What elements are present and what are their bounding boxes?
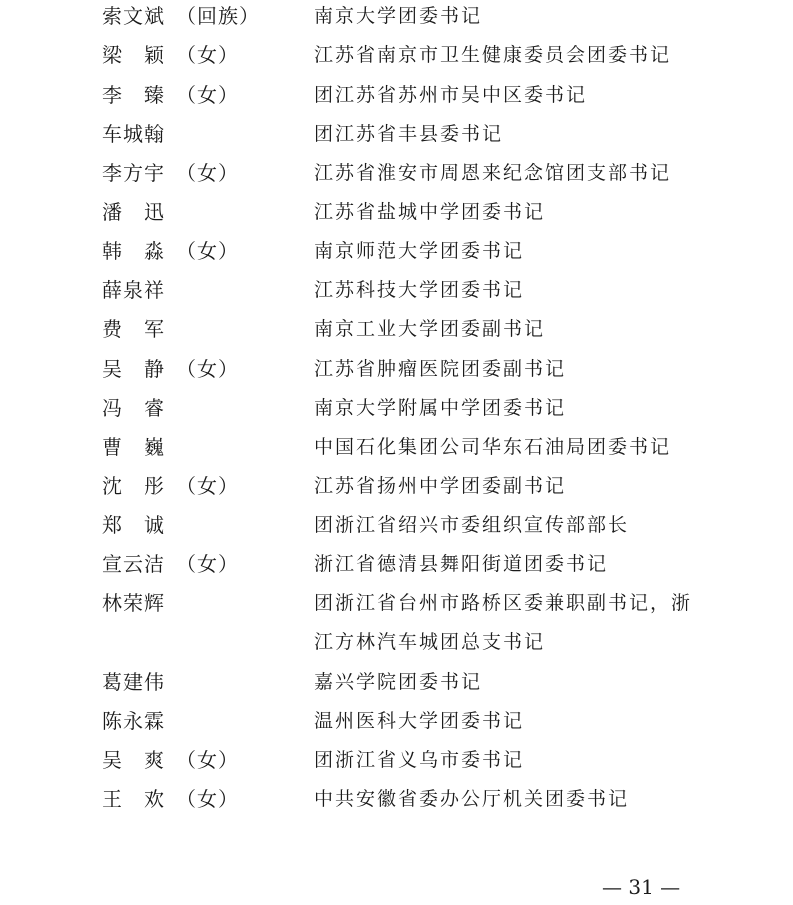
list-item	[0, 432, 793, 462]
person-name: 冯 睿	[102, 396, 165, 420]
list-item	[0, 275, 793, 305]
person-title: 团浙江省台州市路桥区委兼职副书记，浙	[314, 592, 693, 614]
person-name: 费 军	[102, 317, 165, 341]
person-note: （女）	[176, 357, 239, 381]
person-name: 吴 静	[102, 357, 165, 381]
person-name: 陈永霖	[102, 709, 165, 733]
person-title: 温州医科大学团委书记	[314, 710, 525, 732]
person-name: 林荣辉	[102, 591, 165, 615]
person-name: 吴 爽	[102, 748, 165, 772]
person-title: 南京大学团委书记	[314, 5, 483, 27]
list-item	[0, 588, 793, 653]
person-note: （女）	[176, 748, 239, 772]
person-name: 车城翰	[102, 122, 165, 146]
list-item	[0, 471, 793, 501]
person-name: 索文斌	[102, 4, 165, 28]
person-title: 南京大学附属中学团委书记	[314, 397, 567, 419]
person-name: 韩 淼	[102, 239, 165, 263]
person-name: 梁 颖	[102, 43, 165, 67]
person-note: （女）	[176, 161, 239, 185]
person-title: 团江苏省苏州市吴中区委书记	[314, 84, 588, 106]
list-item	[0, 510, 793, 540]
person-note: （女）	[176, 787, 239, 811]
person-title: 团江苏省丰县委书记	[314, 123, 504, 145]
person-name: 郑 诚	[102, 513, 165, 537]
person-title: 嘉兴学院团委书记	[314, 671, 483, 693]
person-note: （回族）	[176, 4, 260, 28]
person-name: 葛建伟	[102, 670, 165, 694]
person-name: 曹 巍	[102, 435, 165, 459]
person-title: 中共安徽省委办公厅机关团委书记	[314, 788, 630, 810]
list-item	[0, 1, 793, 31]
list-item	[0, 158, 793, 188]
list-item	[0, 549, 793, 579]
list-item	[0, 80, 793, 110]
person-note: （女）	[176, 474, 239, 498]
list-item	[0, 197, 793, 227]
person-note: （女）	[176, 43, 239, 67]
list-item	[0, 236, 793, 266]
person-name: 李方宇	[102, 161, 165, 185]
person-title: 团浙江省义乌市委书记	[314, 749, 525, 771]
person-title: 中国石化集团公司华东石油局团委书记	[314, 436, 672, 458]
person-note: （女）	[176, 239, 239, 263]
person-name: 沈 彤	[102, 474, 165, 498]
person-title-continuation: 江方林汽车城团总支书记	[314, 631, 546, 653]
person-title: 团浙江省绍兴市委组织宣传部部长	[314, 514, 630, 536]
person-title: 浙江省德清县舞阳街道团委书记	[314, 553, 609, 575]
list-item	[0, 784, 793, 814]
list-item	[0, 706, 793, 736]
person-title: 江苏省淮安市周恩来纪念馆团支部书记	[314, 162, 672, 184]
person-title: 南京师范大学团委书记	[314, 240, 525, 262]
list-item	[0, 393, 793, 423]
list-item	[0, 667, 793, 697]
person-name: 潘 迅	[102, 200, 165, 224]
person-title: 江苏省南京市卫生健康委员会团委书记	[314, 44, 672, 66]
person-title: 南京工业大学团委副书记	[314, 318, 546, 340]
list-item	[0, 354, 793, 384]
person-title: 江苏科技大学团委书记	[314, 279, 525, 301]
list-item	[0, 40, 793, 70]
person-name: 宣云洁	[102, 552, 165, 576]
list-item	[0, 119, 793, 149]
person-note: （女）	[176, 552, 239, 576]
person-title: 江苏省扬州中学团委副书记	[314, 475, 567, 497]
list-item	[0, 745, 793, 775]
person-name: 王 欢	[102, 787, 165, 811]
person-title: 江苏省盐城中学团委书记	[314, 201, 546, 223]
person-title: 江苏省肿瘤医院团委副书记	[314, 358, 567, 380]
person-note: （女）	[176, 83, 239, 107]
person-name: 薛泉祥	[102, 278, 165, 302]
list-item	[0, 314, 793, 344]
page-number: — 31 —	[602, 875, 681, 899]
person-name: 李 臻	[102, 83, 165, 107]
